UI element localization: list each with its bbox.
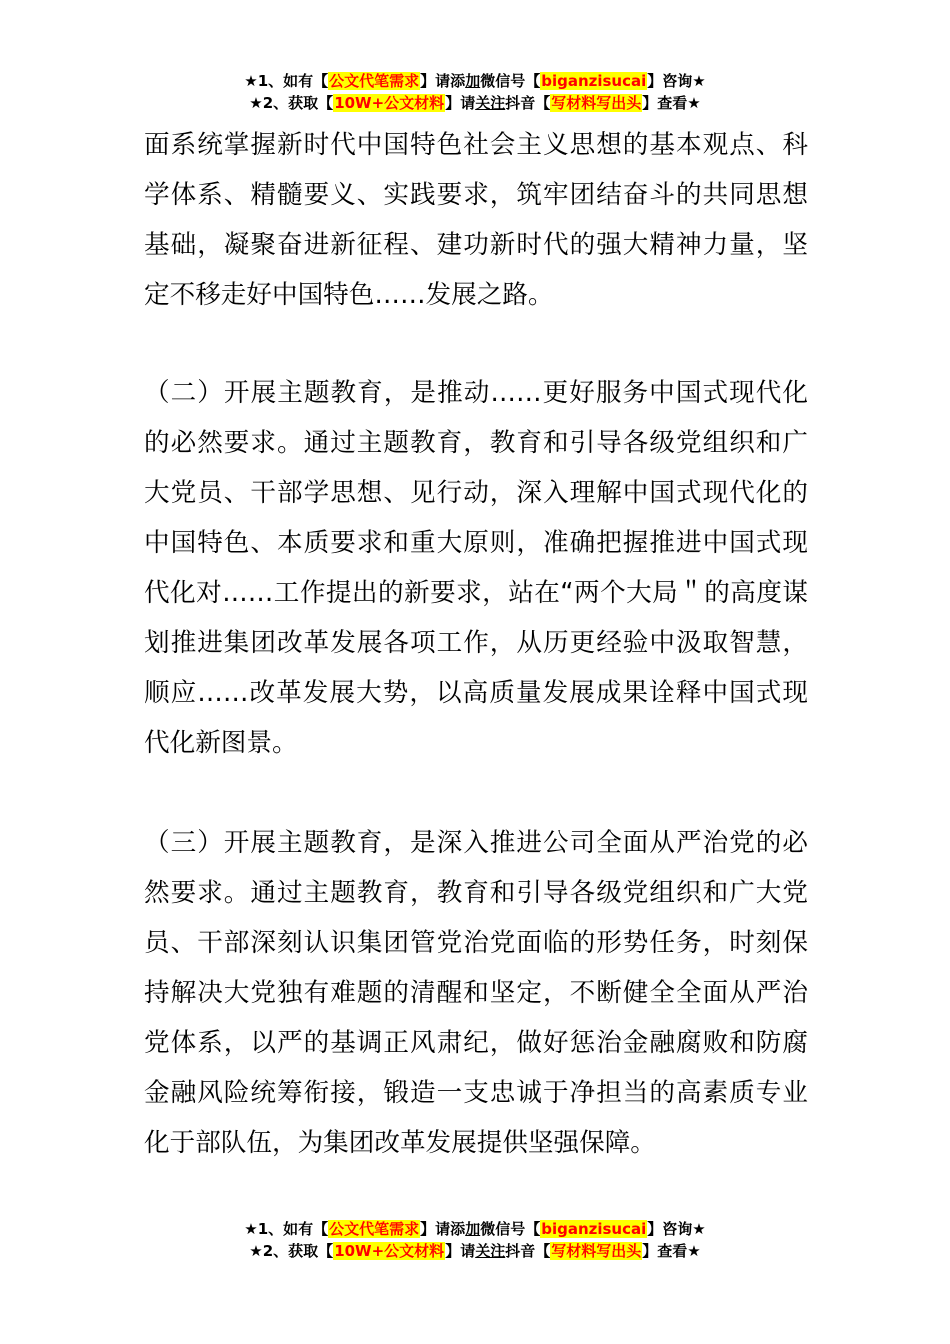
paragraph-section-3	[144, 818, 808, 1168]
paragraph-section-2	[144, 368, 808, 768]
banner-emphasis: 关注	[475, 1242, 506, 1260]
banner-text: ★2、获取【	[249, 94, 334, 112]
banner-text: ★1、如有【	[244, 1220, 329, 1238]
banner-text: 】请	[445, 1242, 476, 1260]
header-banner	[0, 70, 950, 114]
banner-emphasis: 加	[465, 1220, 481, 1238]
banner-text: 】查看★	[642, 1242, 701, 1260]
banner-line-2	[0, 1240, 950, 1262]
banner-text: 抖音【	[505, 1242, 551, 1260]
footer-banner	[0, 1218, 950, 1262]
banner-text: ★1、如有【	[244, 72, 329, 90]
banner-text: 微信号【	[480, 72, 541, 90]
wechat-id-highlight: biganzisucai	[541, 1220, 647, 1238]
banner-text: 】咨询★	[647, 1220, 706, 1238]
banner-text: 】请添	[420, 1220, 466, 1238]
douyin-id-highlight: 写材料写出头	[551, 94, 642, 112]
banner-highlight: 公文代笔需求	[329, 1220, 420, 1238]
banner-text: 】咨询★	[647, 72, 706, 90]
paragraph-text: （三）开展主题教育，是深入推进公司全面从严治党的必然要求。通过主题教育，教育和引导各级党组织和广大党员、干部深刻认识集团管党治党面临的形势任务，时刻保持解决大党独有难题的清醒和坚定，不断健全全面从严治党体系，以严的基调正风肃纪，做好惩治金融腐败和防腐金融风险统筹衔接，锻造一支忠诚于净担当的高素质专业化于部队伍，为集团改革发展提供坚强保障。	[144, 828, 808, 1158]
banner-line-1	[0, 1218, 950, 1240]
paragraph-text: （二）开展主题教育，是推动……更好服务中国式现代化的必然要求。通过主题教育，教育和引导各级党组织和广大党员、干部学思想、见行动，深入理解中国式现代化的中国特色、本质要求和重大原则，准确把握推进中国式现代化对……工作提出的新要求，站在“两个大局＂的高度谋划推进集团改革发展各项工作，从历更经验中汲取智慧，顺应……改革发展大势，以高质量发展成果诠释中国式现代化新图景。	[144, 378, 808, 758]
banner-text: ★2、获取【	[249, 1242, 334, 1260]
banner-highlight: 公文代笔需求	[329, 72, 420, 90]
banner-text: 】查看★	[642, 94, 701, 112]
paragraph-continuation	[144, 120, 808, 320]
wechat-id-highlight: biganzisucai	[541, 72, 647, 90]
banner-highlight: 10W+公文材料	[334, 94, 445, 112]
banner-highlight: 10W+公文材料	[334, 1242, 445, 1260]
banner-emphasis: 关注	[475, 94, 506, 112]
banner-text: 】请添	[420, 72, 466, 90]
douyin-id-highlight: 写材料写出头	[551, 1242, 642, 1260]
banner-line-1	[0, 70, 950, 92]
paragraph-text: 面系统掌握新时代中国特色社会主义思想的基本观点、科学体系、精髓要义、实践要求，筑牢团结奋斗的共同思想基础，凝聚奋进新征程、建功新时代的强大精神力量，坚定不移走好中国特色……发展之路。	[144, 130, 808, 310]
banner-text: 微信号【	[480, 1220, 541, 1238]
banner-text: 】请	[445, 94, 476, 112]
banner-text: 抖音【	[505, 94, 551, 112]
banner-emphasis: 加	[465, 72, 481, 90]
banner-line-2	[0, 92, 950, 114]
